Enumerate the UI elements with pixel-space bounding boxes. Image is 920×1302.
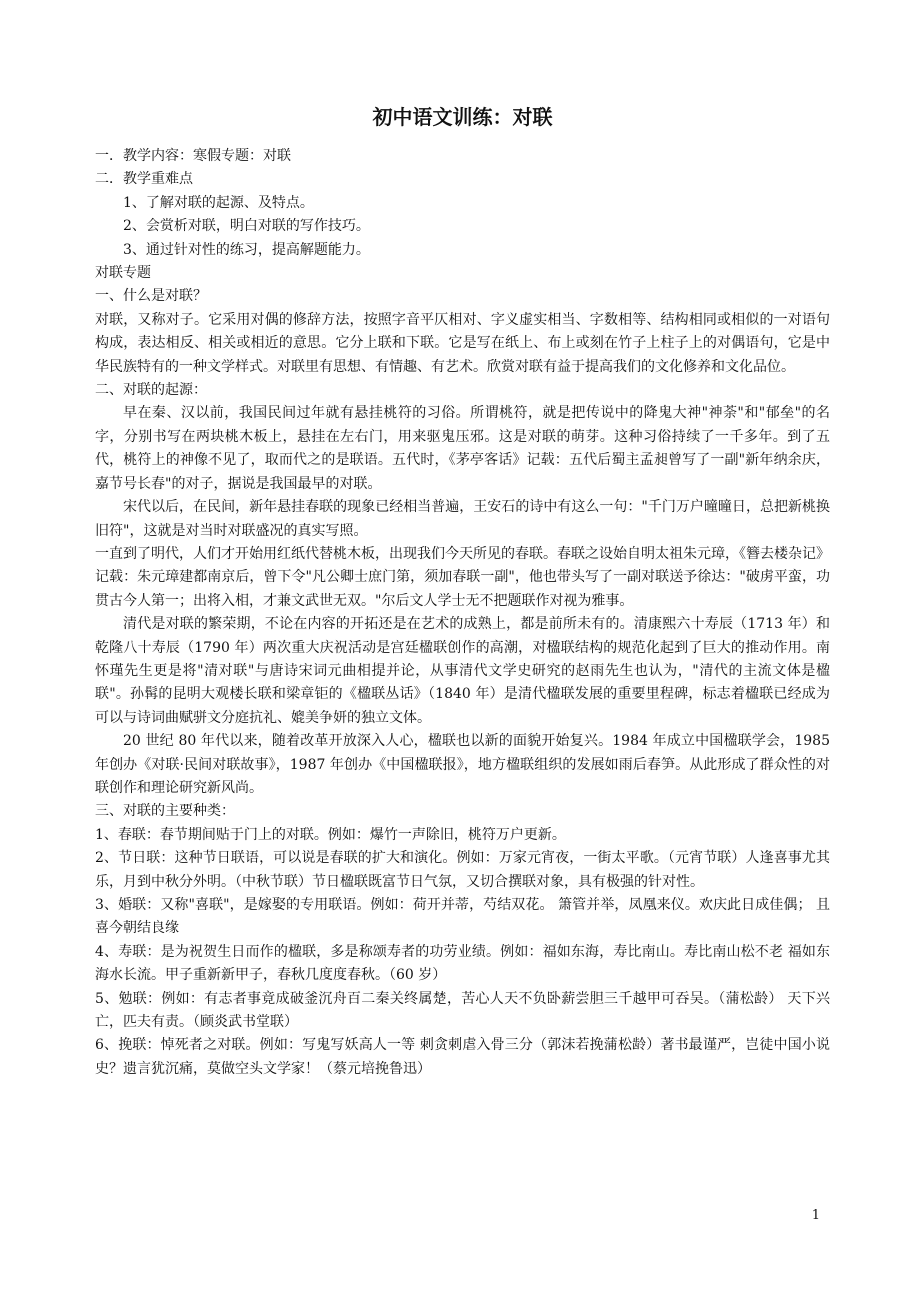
paragraph: 一、什么是对联？ <box>95 288 207 305</box>
document-page <box>95 104 830 1081</box>
document-title: 初中语文训练：对联 <box>372 105 553 129</box>
paragraph: 宋代以后，在民间，新年悬挂春联的现象已经相当普遍，王安石的诗中有这么一句："千门万户曈曈日，总把新桃换旧符"，这就是对当时对联盛况的真实写照。 <box>95 499 830 539</box>
paragraph: 5、勉联：例如：有志者事竟成破釜沉舟百二秦关终属楚，苦心人天不负卧薪尝胆三千越甲可吞吴。（蒲松龄） 天下兴亡，匹夫有责。（顾炎武书堂联） <box>95 990 830 1031</box>
paragraph: 4、寿联：是为祝贺生日而作的楹联，多是称颂寿者的功劳业绩。例如：福如东海，寿比南山。寿比南山松不老 福如东海水长流。甲子重新新甲子，春秋几度度春秋。（60 岁） <box>95 943 830 984</box>
paragraph: 早在秦、汉以前，我国民间过年就有悬挂桃符的习俗。所谓桃符，就是把传说中的降鬼大神"神荼"和"郁垒"的名字，分别书写在两块桃木板上，悬挂在左右门，用来驱鬼压邪。这是对联的萌芽。这种习俗持续了一千多年。到了五代，桃符上的神像不见了，取而代之的是联语。五代时，《茅亭客话》记载：五代后蜀主孟昶曾写了一副"新年纳余庆，嘉节号长春"的对子，据说是我国最早的对联。 <box>95 405 830 492</box>
paragraph: 对联专题 <box>95 265 151 282</box>
paragraph: 一直到了明代，人们才开始用红纸代替桃木板，出现我们今天所见的春联。春联之设始自明太祖朱元璋，《簪去楼杂记》记载：朱元璋建都南京后，曾下令"凡公卿士庶门第，须加春联一副"，他也带头写了一副对联送予徐达："破虏平蛮，功贯古今人第一；出将入相，才兼文武世无双。"尔后文人学士无不把题联作对视为雅事。 <box>95 545 830 609</box>
paragraph: 清代是对联的繁荣期，不论在内容的开拓还是在艺术的成熟上，都是前所未有的。清康熙六十寿辰（1713 年）和乾隆八十寿辰（1790 年）两次重大庆祝活动是宫廷楹联创作的高潮，对楹联结构的规范化起到了巨大的推动作用。南怀瑾先生更是将"清对联"与唐诗宋词元曲相提并论，从事清代文学史研究的赵雨先生也认为，"清代的主流文体是楹联"。孙髯的昆明大观楼长联和梁章钜的《楹联丛话》（1840 年）是清代楹联发展的重要里程碑，标志着楹联已经成为可以与诗词曲赋骈文分庭抗礼、媲美争妍的独立文体。 <box>95 616 830 726</box>
paragraph: 1、春联：春节期间贴于门上的对联。例如：爆竹一声除旧，桃符万户更新。 <box>95 826 566 843</box>
paragraph: 2、节日联：这种节日联语，可以说是春联的扩大和演化。例如：万家元宵夜，一街太平歌。（元宵节联）人逢喜事尤其乐，月到中秋分外明。（中秋节联）节日楹联既富节日气氛，又切合撰联对象，具有极强的针对性。 <box>95 850 830 890</box>
paragraph: 1、了解对联的起源、及特点。 <box>123 194 314 211</box>
paragraph: 20 世纪 80 年代以来，随着改革开放深入人心，楹联也以新的面貌开始复兴。1984 年成立中国楹联学会，1985 年创办《对联·民间对联故事》，1987 年创办《中国楹联报》，地方楹联组织的发展如雨后春笋。从此形成了群众性的对联创作和理论研究新风尚。 <box>95 733 830 796</box>
document-body <box>95 145 830 1081</box>
paragraph: 二．教学重难点 <box>95 171 193 188</box>
paragraph: 6、挽联：悼死者之对联。例如：写鬼写妖高人一等 刺贪刺虐入骨三分（郭沫若挽蒲松龄）著书最谨严，岂徒中国小说史？遗言犹沉痛，莫做空头文学家！（蔡元培挽鲁迅） <box>95 1037 830 1077</box>
paragraph: 对联，又称对子。它采用对偶的修辞方法，按照字音平仄相对、字义虚实相当、字数相等、结构相同或相似的一对语句构成，表达相反、相关或相近的意思。它分上联和下联。它是写在纸上、布上或刻在竹子上柱子上的对偶语句，它是中华民族特有的一种文学样式。对联里有思想、有情趣、有艺术。欣赏对联有益于提高我们的文化修养和文化品位。 <box>95 311 830 375</box>
paragraph: 3、婚联：又称"喜联"，是嫁娶的专用联语。例如：荷开并蒂，芍结双花。 箫管并举，凤凰来仪。欢庆此日成佳偶； 且喜今朝结良缘 <box>95 897 830 937</box>
paragraph: 三、对联的主要种类： <box>95 803 235 820</box>
paragraph: 一．教学内容：寒假专题：对联 <box>95 148 291 164</box>
paragraph: 二、对联的起源： <box>95 382 207 399</box>
paragraph: 3、通过针对性的练习，提高解题能力。 <box>123 241 370 258</box>
paragraph: 2、会赏析对联，明白对联的写作技巧。 <box>123 218 370 235</box>
page-number: 1 <box>811 1208 820 1223</box>
